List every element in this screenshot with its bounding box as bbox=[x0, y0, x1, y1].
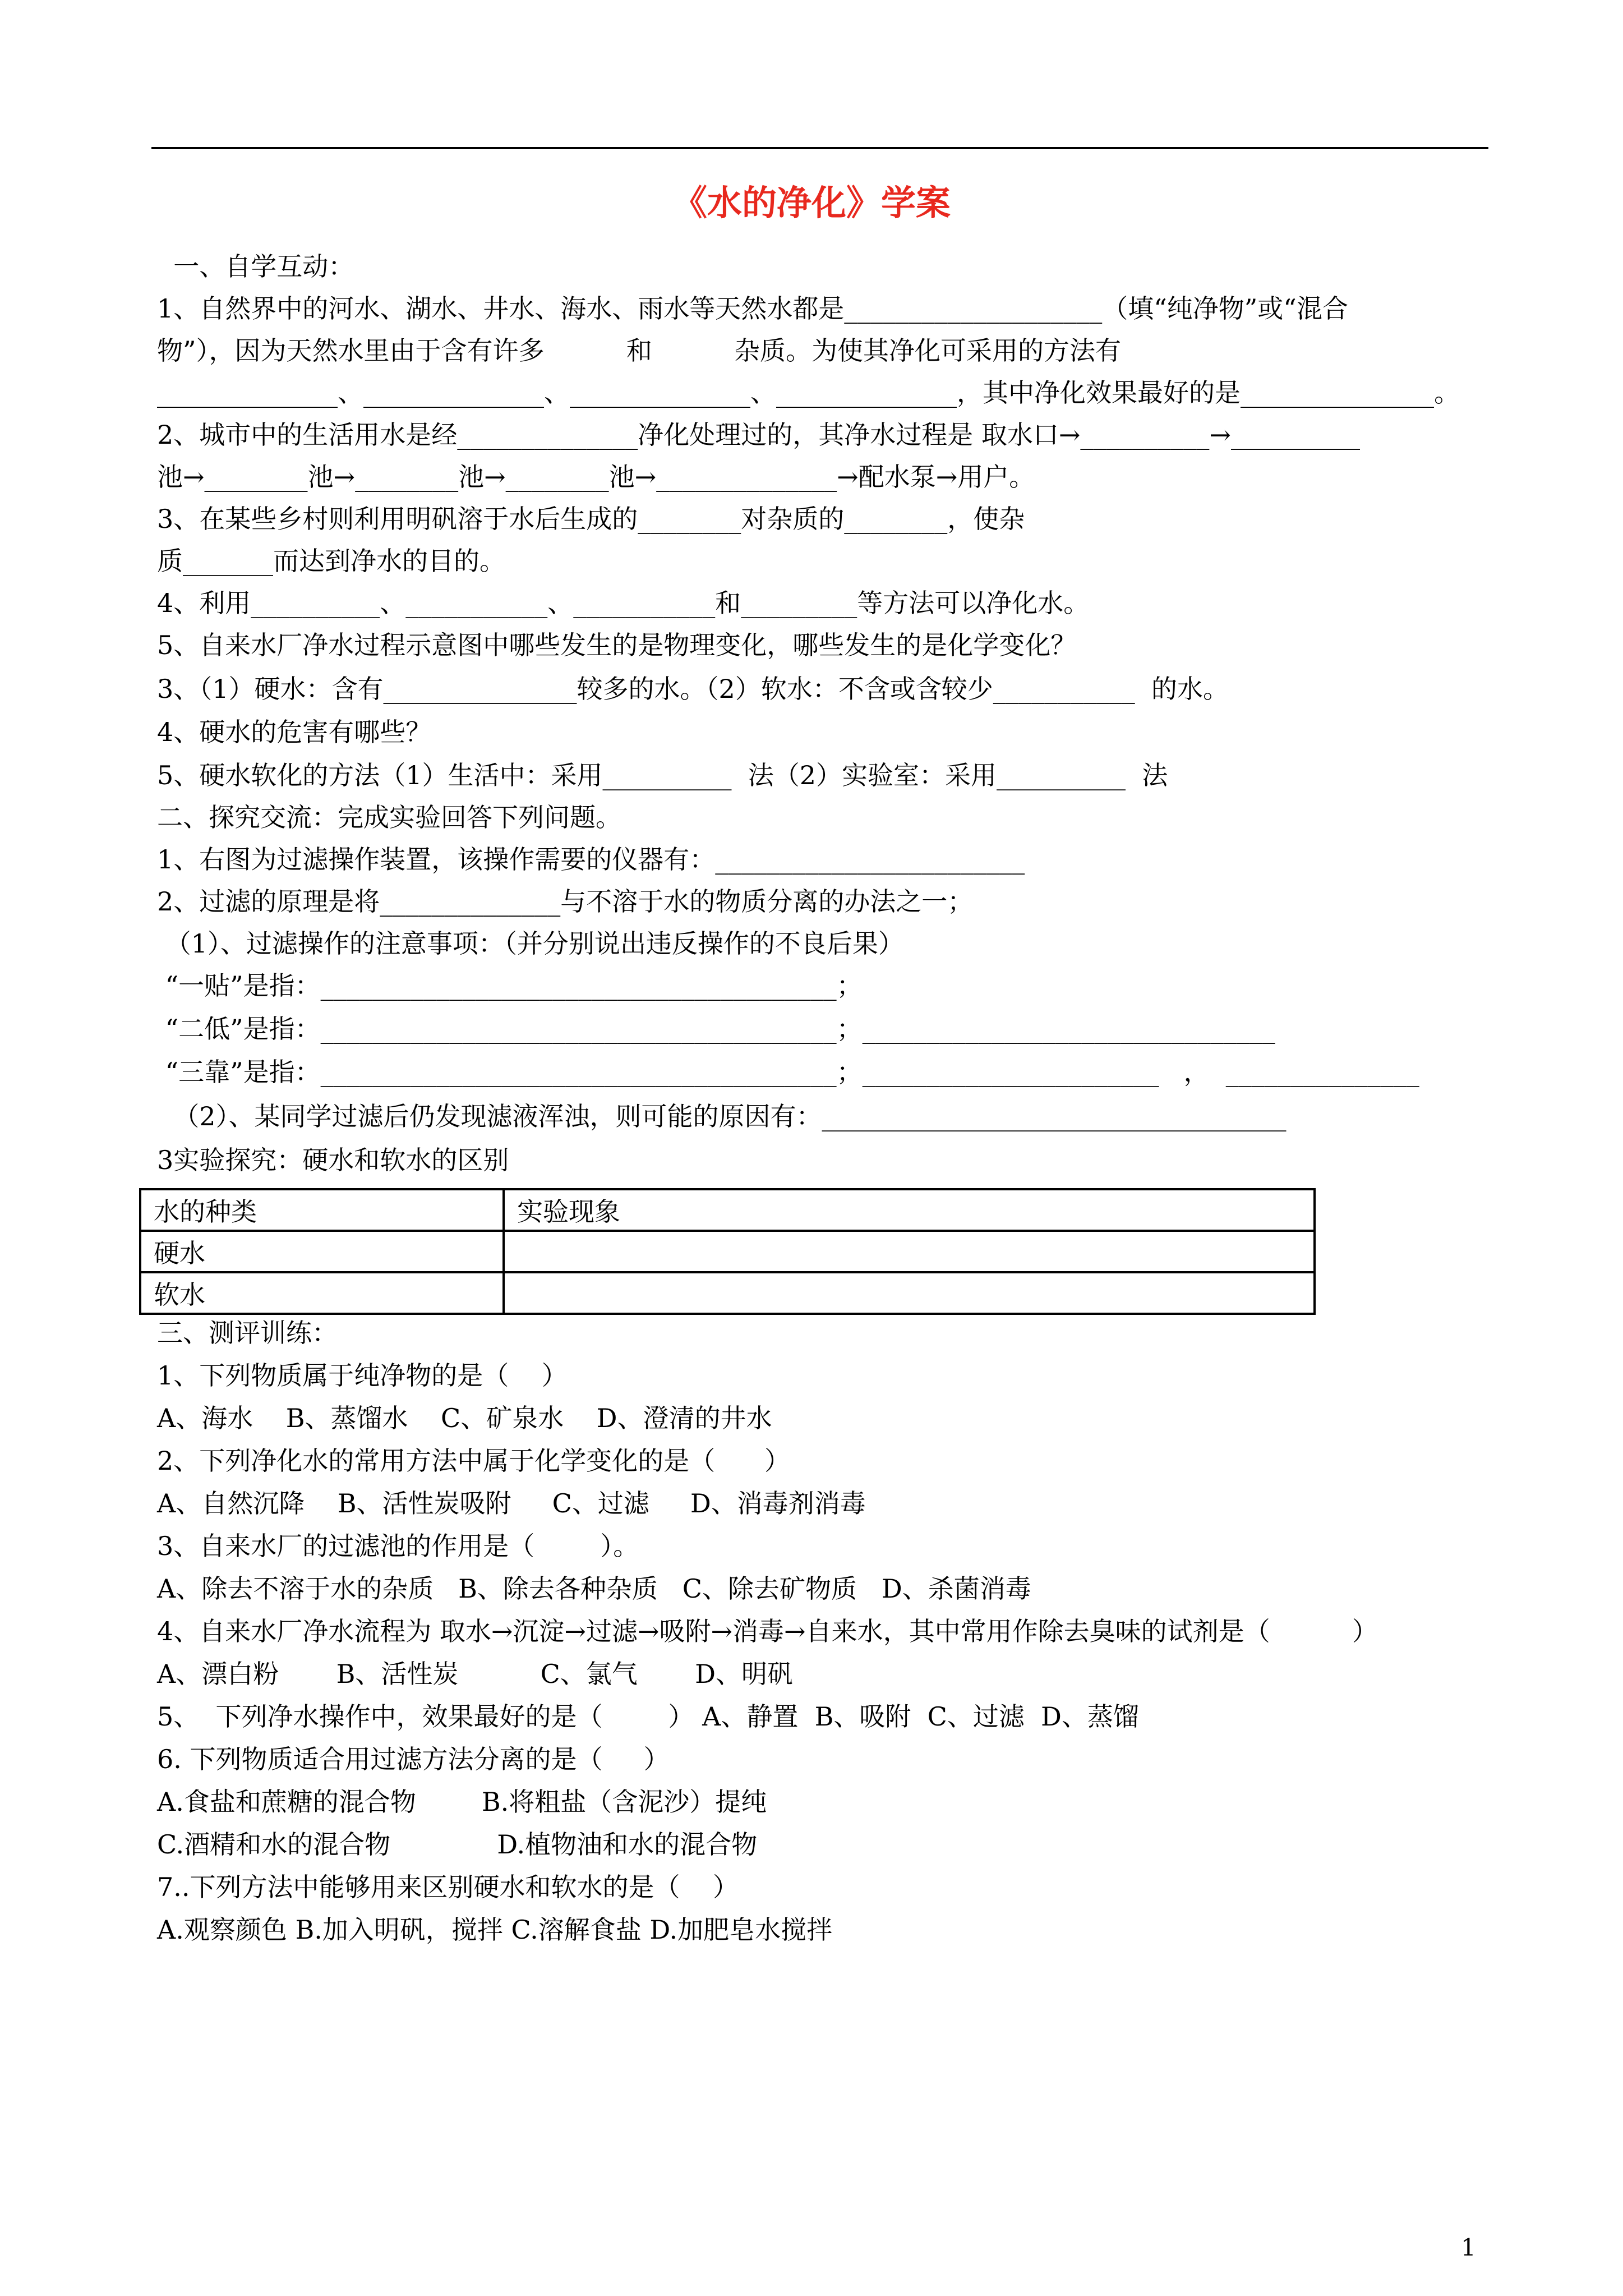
table-header-cell: 水的种类 bbox=[140, 1189, 504, 1231]
text-line: 2、城市中的生活用水是经______________净化处理过的，其净水过程是 取水口→__________→__________ bbox=[157, 420, 1360, 450]
text-line: 4、硬水的危害有哪些？ bbox=[157, 717, 432, 747]
text-line: 3、自来水厂的过滤池的作用是（ ）。 bbox=[157, 1531, 639, 1561]
page-title: 《水的净化》学案 bbox=[672, 182, 951, 223]
text-line: 2、下列净化水的常用方法中属于化学变化的是（ ） bbox=[157, 1446, 790, 1476]
text-line: 1、下列物质属于纯净物的是（ ） bbox=[157, 1360, 568, 1391]
text-line: 3、在某些乡村则利用明矾溶于水后生成的________对杂质的________，使杂 bbox=[157, 504, 1025, 534]
page-number: 1 bbox=[1461, 2234, 1476, 2261]
text-line: A、自然沉降 B、活性炭吸附 C、过滤 D、消毒剂消毒 bbox=[157, 1488, 866, 1519]
table-header-cell: 实验现象 bbox=[504, 1189, 1315, 1231]
text-line: A、除去不溶于水的杂质 B、除去各种杂质 C、除去矿物质 D、杀菌消毒 bbox=[157, 1573, 1031, 1604]
text-line: 二、探究交流：完成实验回答下列问题。 bbox=[157, 802, 621, 832]
text-line: 物”），因为天然水里由于含有许多 和 杂质。为使其净化可采用的方法有 bbox=[157, 335, 1121, 366]
table-cell bbox=[504, 1272, 1315, 1314]
table-cell: 软水 bbox=[140, 1272, 504, 1314]
text-line: （1）、过滤操作的注意事项：（并分别说出违反操作的不良后果） bbox=[157, 928, 904, 959]
text-line: 池→________池→________池→________池→______________→配水泵→用户。 bbox=[157, 462, 1035, 492]
text-line: 5、硬水软化的方法（1）生活中：采用__________ 法（2）实验室：采用__________ 法 bbox=[157, 760, 1168, 790]
text-line: 一、自学互动： bbox=[157, 251, 354, 282]
text-line: “三靠”是指：________________________________________；_______________________ ， _______________ bbox=[157, 1057, 1419, 1087]
text-line: 1、右图为过滤操作装置，该操作需要的仪器有：________________________ bbox=[157, 844, 1025, 875]
text-line: 4、利用__________、___________、___________和_________等方法可以净化水。 bbox=[157, 588, 1090, 618]
text-line: C.酒精和水的混合物 D.植物油和水的混合物 bbox=[157, 1829, 758, 1860]
table-cell bbox=[504, 1231, 1315, 1272]
text-line: A、海水 B、蒸馏水 C、矿泉水 D、澄清的井水 bbox=[157, 1403, 772, 1433]
table-header-row bbox=[140, 1189, 1315, 1231]
text-line: 5、 下列净水操作中，效果最好的是（ ） A、静置 B、吸附 C、过滤 D、蒸馏 bbox=[157, 1701, 1139, 1732]
comparison-table bbox=[139, 1188, 1316, 1315]
text-line: 4、自来水厂净水流程为 取水→沉淀→过滤→吸附→消毒→自来水，其中常用作除去臭味的试剂是（ ） bbox=[157, 1616, 1378, 1646]
header-rule bbox=[151, 147, 1488, 149]
text-line: （2）、某同学过滤后仍发现滤液浑浊，则可能的原因有：____________________________________ bbox=[157, 1101, 1287, 1131]
table-cell: 硬水 bbox=[140, 1231, 504, 1272]
text-line: 3、（1）硬水：含有_______________较多的水。（2）软水：不含或含较少___________ 的水。 bbox=[157, 674, 1229, 704]
table-row bbox=[140, 1272, 1315, 1314]
text-line: 7..下列方法中能够用来区别硬水和软水的是（ ） bbox=[157, 1872, 739, 1902]
table-row bbox=[140, 1231, 1315, 1272]
text-line: A.观察颜色 B.加入明矾，搅拌 C.溶解食盐 D.加肥皂水搅拌 bbox=[157, 1915, 833, 1945]
text-line: “一贴”是指：________________________________________； bbox=[157, 970, 863, 1001]
text-line: “二低”是指：________________________________________；________________________________ bbox=[157, 1014, 1275, 1044]
text-line: ______________、______________、______________、______________，其中净化效果最好的是_______________。 bbox=[157, 378, 1460, 408]
text-line: A.食盐和蔗糖的混合物 B.将粗盐（含泥沙）提纯 bbox=[157, 1787, 767, 1817]
text-line: 1、自然界中的河水、湖水、井水、海水、雨水等天然水都是____________________（填“纯净物”或“混合 bbox=[157, 293, 1348, 324]
text-line: 质_______而达到净水的目的。 bbox=[157, 546, 505, 576]
text-line: 6. 下列物质适合用过滤方法分离的是（ ） bbox=[157, 1744, 670, 1774]
text-line: 三、测评训练： bbox=[157, 1318, 338, 1348]
text-line: 5、自来水厂净水过程示意图中哪些发生的是物理变化，哪些发生的是化学变化？ bbox=[157, 630, 1077, 660]
text-line: 2、过滤的原理是将______________与不溶于水的物质分离的办法之一； bbox=[157, 886, 974, 917]
text-line: A、漂白粉 B、活性炭 C、氯气 D、明矾 bbox=[157, 1659, 794, 1689]
text-line: 3实验探究：硬水和软水的区别 bbox=[157, 1145, 509, 1175]
